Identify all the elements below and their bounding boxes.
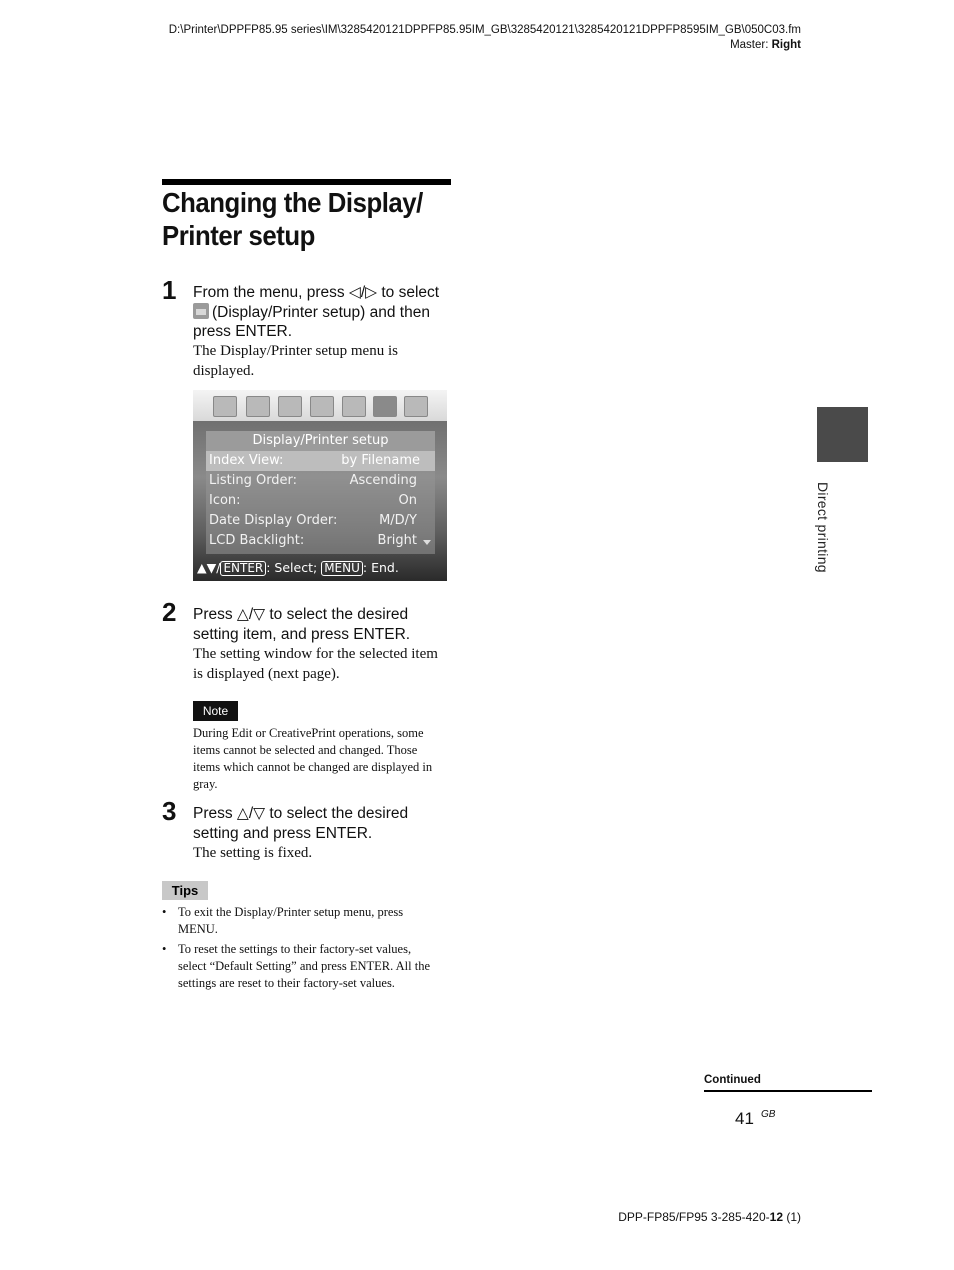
menu-icon-bar xyxy=(193,390,447,421)
note-line-2: items cannot be selected and changed. Those xyxy=(193,743,418,757)
menu-value: On xyxy=(398,493,417,508)
scroll-down-icon xyxy=(423,540,431,545)
grid-icon xyxy=(404,396,428,417)
master-value: Right xyxy=(771,39,801,51)
bullet-icon: • xyxy=(162,905,167,919)
model-code: DPP-FP85/FP95 3-285-420- xyxy=(618,1210,770,1224)
step-1-result-line-2: displayed. xyxy=(193,363,255,379)
menu-value: Ascending xyxy=(349,473,417,488)
master-key: Master: xyxy=(730,39,772,51)
screen-footer xyxy=(193,555,447,581)
tip-2 xyxy=(162,941,454,995)
menu-row-date-display-order xyxy=(209,511,435,531)
menu-row-icon xyxy=(209,491,435,511)
menu-value: Bright xyxy=(377,533,417,548)
slideshow-icon xyxy=(310,396,334,417)
menu-row-lcd-backlight xyxy=(209,531,435,551)
title-rule xyxy=(162,179,451,185)
step-2-instruction xyxy=(193,605,463,644)
menu-key: Date Display Order: xyxy=(209,513,338,528)
step-1-line-2: (Display/Printer setup) and then xyxy=(212,303,430,321)
view-icon xyxy=(213,396,237,417)
tip-2-line-1: To reset the settings to their factory-set values, xyxy=(178,942,412,956)
continued-label: Continued xyxy=(704,1074,761,1086)
chapter-tab xyxy=(817,407,868,462)
arrows-glyph: ▲▼/ xyxy=(197,560,221,575)
step-3-line-1: Press △/▽ to select the desired xyxy=(193,805,409,822)
step-3-result-line-1: The setting is fixed. xyxy=(193,845,313,861)
step-1-instruction xyxy=(193,283,463,342)
menu-row-index-view xyxy=(206,451,435,471)
index-icon xyxy=(278,396,302,417)
tip-2-line-3: settings are reset to their factory-set values. xyxy=(178,976,395,990)
edit-icon xyxy=(342,396,366,417)
menu-title: Display/Printer setup xyxy=(206,431,435,451)
bullet-icon: • xyxy=(162,942,167,956)
step-2-result-line-2: is displayed (next page). xyxy=(193,666,340,682)
menu-row-listing-order xyxy=(209,471,435,491)
page-number: 41 xyxy=(735,1109,754,1128)
chapter-tab-label: Direct printing xyxy=(815,482,831,573)
page-suffix: GB xyxy=(761,1109,776,1120)
step-1-result xyxy=(193,341,455,381)
step-3-number: 3 xyxy=(162,796,177,826)
tip-1-line-2: MENU. xyxy=(178,922,218,936)
master-label xyxy=(730,37,801,53)
step-2-result-line-1: The setting window for the selected item xyxy=(193,646,438,662)
step-1-number: 1 xyxy=(162,275,177,305)
select-text: : Select; xyxy=(266,560,322,575)
step-1-line-1: From the menu, press ◁/▷ to select xyxy=(193,284,440,301)
toolbox-icon xyxy=(193,303,209,319)
note-line-1: During Edit or CreativePrint operations, some xyxy=(193,726,424,740)
menu-value: by Filename xyxy=(341,453,420,468)
menu-key: LCD Backlight: xyxy=(209,533,305,548)
menu-key: Icon: xyxy=(209,493,241,508)
palette-icon xyxy=(246,396,270,417)
tips-badge: Tips xyxy=(162,881,208,900)
model-tail: (1) xyxy=(783,1210,801,1224)
note-text xyxy=(193,725,455,793)
step-1-result-line-1: The Display/Printer setup menu is xyxy=(193,343,398,359)
step-2-line-1: Press △/▽ to select the desired xyxy=(193,606,409,623)
model-footer xyxy=(618,1210,801,1224)
model-rev: 12 xyxy=(769,1210,783,1224)
title-line-2: Printer setup xyxy=(162,220,315,251)
menu-key: Listing Order: xyxy=(209,473,298,488)
step-1-line-2-wrap xyxy=(193,303,463,323)
continued-rule xyxy=(704,1090,872,1092)
step-2-result xyxy=(193,644,455,684)
end-text: : End. xyxy=(362,560,399,575)
tip-1-line-1: To exit the Display/Printer setup menu, press xyxy=(178,905,404,919)
tip-1 xyxy=(162,904,454,940)
menu-key-label: MENU xyxy=(321,561,363,576)
tip-1-text xyxy=(178,904,454,938)
tip-2-text xyxy=(178,941,454,992)
step-2-line-2: setting item, and press ENTER. xyxy=(193,625,411,643)
title-line-1: Changing the Display/ xyxy=(162,187,423,218)
lcd-screen-illustration xyxy=(193,390,447,581)
note-badge: Note xyxy=(193,701,238,721)
note-line-3: items which cannot be changed are displayed in xyxy=(193,760,433,774)
step-3-result xyxy=(193,843,455,863)
step-3-instruction xyxy=(193,804,463,843)
step-2-number: 2 xyxy=(162,597,177,627)
menu-key: Index View: xyxy=(209,453,284,468)
menu-value: M/D/Y xyxy=(379,513,417,528)
tip-2-line-2: select “Default Setting” and press ENTER. All the xyxy=(178,959,431,973)
toolbox-icon-selected xyxy=(373,396,397,417)
note-line-4: gray. xyxy=(193,777,218,791)
enter-key-label: ENTER xyxy=(220,561,266,576)
file-path: D:\Printer\DPPFP85.95 series\IM\3285420121DPPFP85.95IM_GB\3285420121\3285420121DPPFP8595IM_GB\050C03.fm xyxy=(168,24,801,36)
step-1-line-3: press ENTER. xyxy=(193,323,293,340)
step-3-line-2: setting and press ENTER. xyxy=(193,824,373,842)
page-title xyxy=(162,186,438,252)
